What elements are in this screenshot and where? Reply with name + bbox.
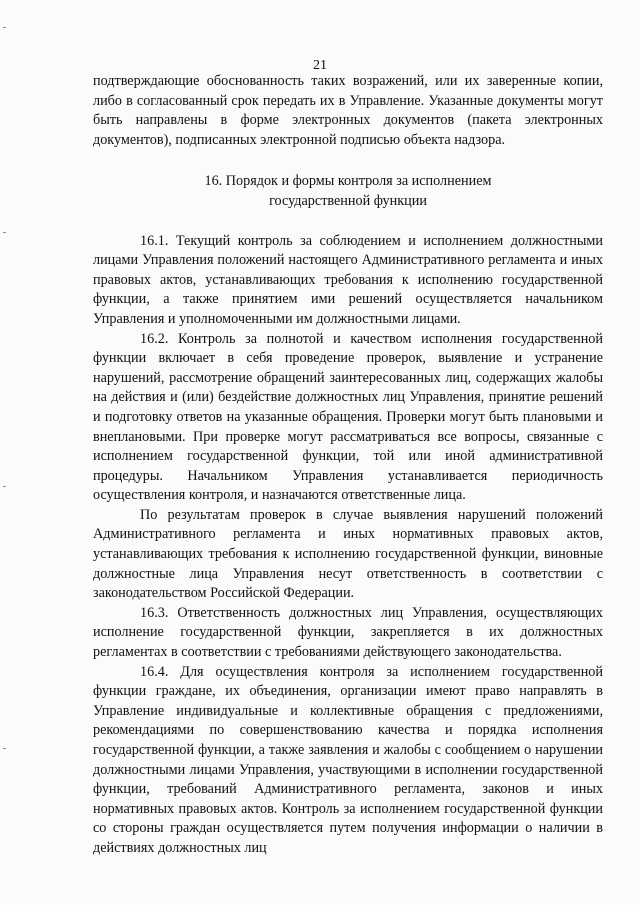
paragraph-results: По результатам проверок в случае выявления нарушений положений Административного регламента и иных нормативных правовых актов, устанавливающих требования к исполнению государственной функции, виновные должностные лица Управления несут ответственность в соответствии с законодательством Российской Федерации.: [93, 506, 603, 602]
paragraph-intro: подтверждающие обоснованность таких возражений, или их заверенные копии, либо в согласованный срок передать их в Управление. Указанные документы могут быть направлены в форме электронных документов (пакета электронных документов), подписанных электронной подписью объекта надзора.: [93, 73, 603, 148]
paragraph-16-1: 16.1. Текущий контроль за соблюдением и исполнением должностными лицами Управления положений настоящего Административного регламента и иных правовых актов, устанавливающих требования к исполнению государственной функции, а также принятием ими решений осуществляется начальником Управления и уполномоченными им должностными лицами.: [93, 232, 603, 327]
paragraph-16-4: 16.4. Для осуществления контроля за исполнением государственной функции граждане, их объединения, организации имеют право направлять в Управление индивидуальные и коллективные обращения с предложениями, рекомендациями по совершенствованию качества и порядка исполнения государственной функции, а также заявления и жалобы с сообщением о нарушении должностными лицами Управления, участвующими в исполнении государственной функции, требований Административного регламента, законов и иных нормативных правовых актов. Контроль за исполнением государственной функции со стороны граждан осуществляется путем получения информации о наличии в действиях должностных лиц: [93, 663, 603, 856]
margin-mark: [3, 232, 6, 233]
paragraph-16-3: 16.3. Ответственность должностных лиц Управления, осуществляющих исполнение государственной функции, закрепляется в их должностных регламентах в соответствии с требованиями действующего законодательства.: [93, 604, 603, 661]
margin-mark: [3, 27, 6, 28]
section-title-line: государственной функции: [269, 192, 427, 209]
page-number: 21: [313, 58, 327, 73]
section-title-line: 16. Порядок и формы контроля за исполнением: [204, 173, 492, 190]
paragraph-16-2: 16.2. Контроль за полнотой и качеством исполнения государственной функции включает в себя проведение проверок, выявление и устранение нарушений, рассмотрение обращений заинтересованных лиц, содержащих жалобы на действия и (или) бездействие должностных лиц Управления, принятие решений и подготовку ответов на указанные обращения. Проверки могут быть плановыми и внеплановыми. При проверке могут рассматриваться все вопросы, связанные с исполнением государственной функции, той или иной административной процедуры. Начальником Управления устанавливается периодичность осуществления контроля, и назначаются ответственные лица.: [93, 330, 603, 504]
document-body: [93, 72, 603, 859]
section-title: [93, 172, 603, 211]
margin-mark: [3, 748, 6, 749]
margin-mark: [3, 486, 6, 487]
